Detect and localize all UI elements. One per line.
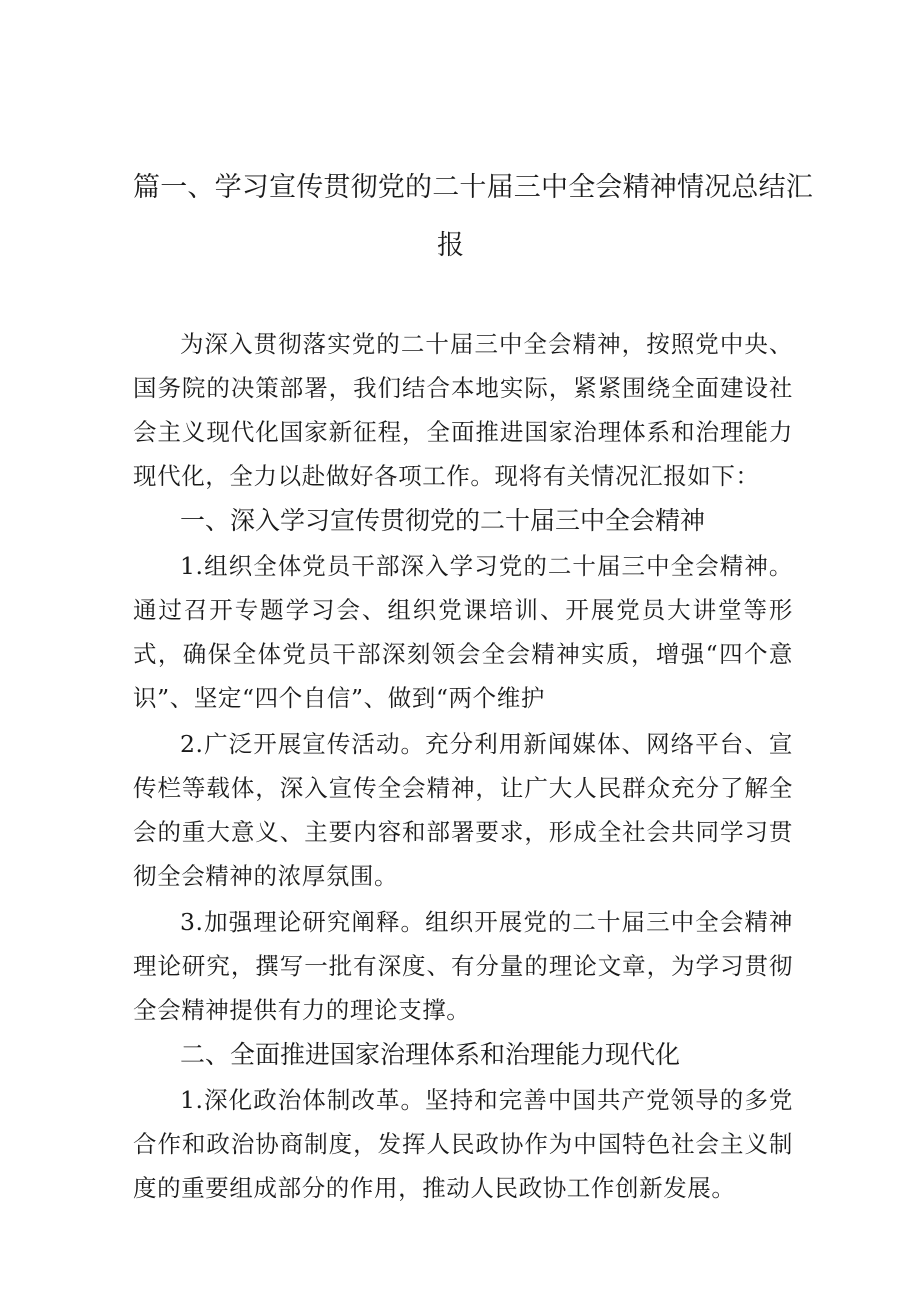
section-item: 1.深化政治体制改革。坚持和完善中国共产党领导的多党合作和政治协商制度，发挥人民政协作为中国特色社会主义制度的重要组成部分的作用，推动人民政协工作创新发展。 [133,1086,793,1202]
section-item: 2.广泛开展宣传活动。充分利用新闻媒体、网络平台、宣传栏等载体，深入宣传全会精神，让广大人民群众充分了解全会的重大意义、主要内容和部署要求，形成全社会共同学习贯彻全会精神的浓厚氛围。 [133,730,793,890]
document-title: 篇一、学习宣传贯彻党的二十届三中全会精神情况总结汇 [133,172,813,203]
section-heading: 二、全面推进国家治理体系和治理能力现代化 [180,1040,681,1069]
section-item: 3.加强理论研究阐释。组织开展党的二十届三中全会精神理论研究，撰写一批有深度、有分量的理论文章，为学习贯彻全会精神提供有力的理论支撑。 [133,908,793,1024]
document-body [133,322,793,1210]
intro-paragraph: 为深入贯彻落实党的二十届三中全会精神，按照党中央、国务院的决策部署，我们结合本地实际，紧紧围绕全面建设社会主义现代化国家新征程，全面推进国家治理体系和治理能力现代化，全力以赴做好各项工作。现将有关情况汇报如下： [133,330,793,490]
section-item: 1.组织全体党员干部深入学习党的二十届三中全会精神。通过召开专题学习会、组织党课培训、开展党员大讲堂等形式，确保全体党员干部深刻领会全会精神实质，增强“四个意识”、坚定“四个自信”、做到“两个维护 [133,552,793,712]
document-title-continued: 报 [437,230,464,261]
section-heading: 一、深入学习宣传贯彻党的二十届三中全会精神 [180,506,706,535]
